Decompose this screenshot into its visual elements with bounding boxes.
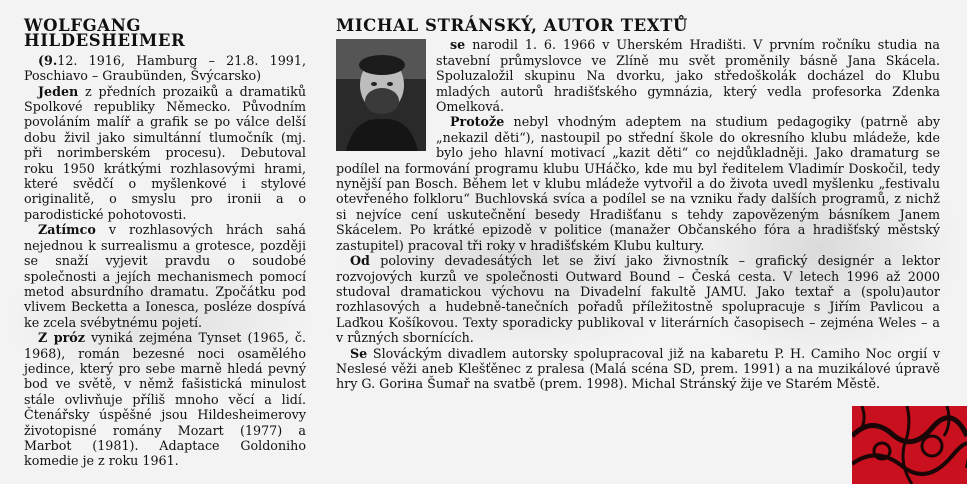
heading-stransky: MICHAL STRÁNSKÝ, AUTOR TEXTŮ: [336, 16, 689, 35]
paragraph-birth: se narodil 1. 6. 1966 v Uherském Hradišti. V prvním ročníku studia na stavební průmyslovce ve Zlíně mu svět proměnily básně Jana Skácela. Spoluzaložil skupinu Na dvorku, jako středoškolák docházel do Klubu mladých autorů hradišťského gymnázia, který vedla profesorka Zdenka Omelková.: [436, 37, 940, 115]
paragraph-prose: Z próz vyniká zejména Tynset (1965, č. 1968), román bezesné noci osamělého jedince, který pro sebe marně hledá pevný bod ve světě, v němž fašistická minulost stále ovlivňuje příliš mnoho věcí a lidí. Čtenářsky úspěšné jsou Hildesheimerovy životopisné romány Mozart (1977) a Marbot (1981). Adaptace Goldoniho komedie je z roku 1961.: [24, 330, 306, 469]
paragraph-intro: Jeden z předních prozaiků a dramatiků Spolkové republiky Německo. Původním povoláním malíř a grafik se po válce delší dobu živil jako simultánní tlumočník (mj. při norimberském procesu). Debutoval roku 1950 krátkými rozhlasovými hrami, které svědčí o myšlenkové i stylové originalitě, o smyslu pro ironii a o parodistické pohotovosti.: [24, 83, 306, 222]
paragraph-nineties: Od poloviny devadesátých let se živí jako živnostník – grafický designér a lektor rozvojových kurzů ve společnosti Outward Bound – Česká cesta. V letech 1996 až 2000 studoval dramatickou výchovu na Divadelní fakultě JAMU. Jako textař a (spolu)autor rozhlasových a hudebně-tanečních pořadů příležitostně spolupracuje s Jiřím Pavlicou a Laďkou Košíkovou. Texty sporadicky publikoval v literárních časopisech – zejména Weles – a v různých sbornících.: [336, 253, 940, 346]
red-ornament-image: [852, 406, 967, 484]
paragraph-career: Protože nebyl vhodným adeptem na studium pedagogiky (patrně aby „nekazil děti“), nastoupil po střední škole do okresního klubu mládeže, kde bylo jeho hlavní motivací „kazit děti“ co nejdůkladněji. Jako dramaturg se podílel na formování programu klubu UHáčko, kde mu byl ředitelem Vladimír Doskočil, tedy nynější pan Bosch. Během let v klubu mládeže vytvořil a do života uvedl myšlenku „festivalu otevřeného folkloru“ Buchlovská svíca a podílel se na vzniku řady dalších programů, z nichž si nejvíce cení uskutečnění besedy Hradišťanu s tehdy zapovězeným básníkem Janem Skácelem. Po krátké epizodě v politice (manažer Občanského fóra a hradišťský městský zastupitel) pracoval tři roky v hradišťském Klubu kultury.: [336, 114, 940, 253]
column-hildesheimer: [24, 18, 306, 469]
heading-hildesheimer: WOLFGANG HILDESHEIMER: [24, 16, 186, 51]
column-stransky: [336, 18, 940, 392]
paragraph-dates: (9.12. 1916, Hamburg – 21.8. 1991, Poschiavo – Graubünden, Švýcarsko): [24, 52, 306, 84]
author-portrait-photo: [336, 39, 426, 151]
paragraph-theatre: Se Slováckým divadlem autorsky spolupracoval již na kabaretu P. H. Camiho Noc orgií v Neslesé věži aneb Klešťěnec z pralesa (Malá scéna SD, prem. 1991) a na muzikálové úpravě hry G. Goriна Šumař na svatbě (prem. 1998). Michal Stránský žije ve Starém Městě.: [336, 345, 940, 392]
paragraph-radio-plays: Zatímco v rozhlasových hrách sahá nejednou k surrealismu a grotesce, později se snaží vyjevit pravdu o soudobé společnosti a jejích mechanismech pomocí metod absurdního dramatu. Zpočátku pod vlivem Becketta a Ionesca, posléze dospívá ke zcela svébytnému pojetí.: [24, 222, 306, 330]
